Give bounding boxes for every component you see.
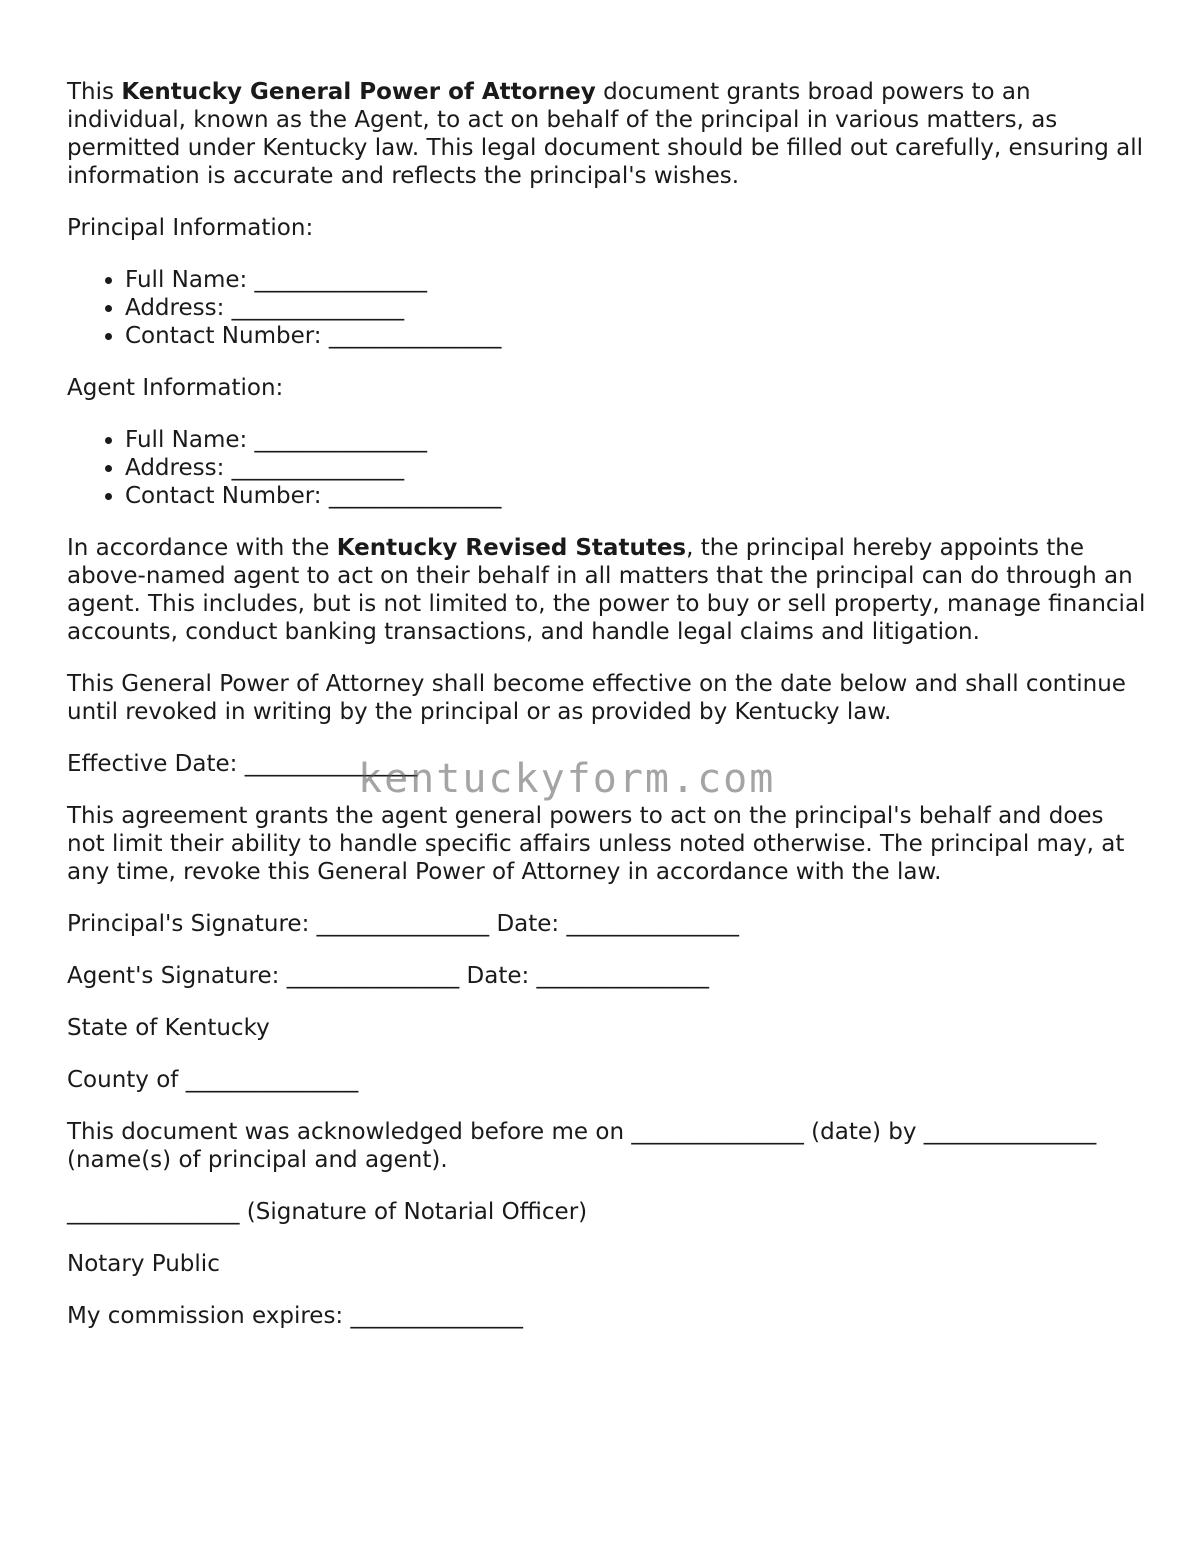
intro-text-pre: This <box>67 79 122 105</box>
statutes-paragraph <box>67 534 1147 646</box>
state-line: State of Kentucky <box>67 1015 270 1041</box>
agent-info-list <box>67 426 1147 510</box>
commission-expires-line: My commission expires: _______________ <box>67 1303 523 1329</box>
principal-info-list <box>67 266 1147 350</box>
principal-address: • Address: _______________ <box>125 294 1147 322</box>
effective-date-line: Effective Date: _______________ <box>67 751 418 777</box>
agent-address: • Address: _______________ <box>125 454 1147 482</box>
notary-signature-line: _______________ (Signature of Notarial Officer) <box>67 1199 588 1225</box>
principal-full-name: • Full Name: _______________ <box>125 266 1147 294</box>
statutes-text-post: , the principal hereby appoints the above-named agent to act on their behalf in all matters that the principal can do through an agent. This includes, but is not limited to, the power to buy or sell property, manage financial accounts, conduct banking transactions, and handle legal claims and litigation. <box>67 535 1146 645</box>
principal-contact-number: • Contact Number: _______________ <box>125 322 1147 350</box>
watermark-text: kentuckyform.com <box>358 756 776 802</box>
notary-title: Notary Public <box>67 1251 220 1277</box>
principal-heading: Principal Information: <box>67 215 314 241</box>
intro-paragraph <box>67 78 1147 190</box>
agent-heading: Agent Information: <box>67 375 284 401</box>
document-title-bold: Kentucky General Power of Attorney <box>121 79 596 105</box>
agent-full-name: • Full Name: _______________ <box>125 426 1147 454</box>
intro-text-post: document grants broad powers to an individual, known as the Agent, to act on behalf of the principal in various matters, as permitted under Kentucky law. This legal document should be filled out carefully, ensuring all information is accurate and reflects the principal's wishes. <box>67 79 1144 189</box>
statutes-text-pre: In accordance with the <box>67 535 337 561</box>
document-page <box>67 78 1147 1354</box>
principal-signature-line: Principal's Signature: _______________ Date: _______________ <box>67 911 739 937</box>
agreement-paragraph: This agreement grants the agent general powers to act on the principal's behalf and does not limit their ability to handle specific affairs unless noted otherwise. The principal may, at any time, revoke this General Power of Attorney in accordance with the law. <box>67 803 1125 885</box>
acknowledgment-paragraph: This document was acknowledged before me on _______________ (date) by _______________ (name(s) of principal and agent). <box>67 1119 1097 1173</box>
agent-contact-number: • Contact Number: _______________ <box>125 482 1147 510</box>
county-line: County of _______________ <box>67 1067 359 1093</box>
statutes-bold: Kentucky Revised Statutes <box>336 535 687 561</box>
effective-paragraph: This General Power of Attorney shall become effective on the date below and shall continue until revoked in writing by the principal or as provided by Kentucky law. <box>67 671 1126 725</box>
agent-signature-line: Agent's Signature: _______________ Date: _______________ <box>67 963 710 989</box>
